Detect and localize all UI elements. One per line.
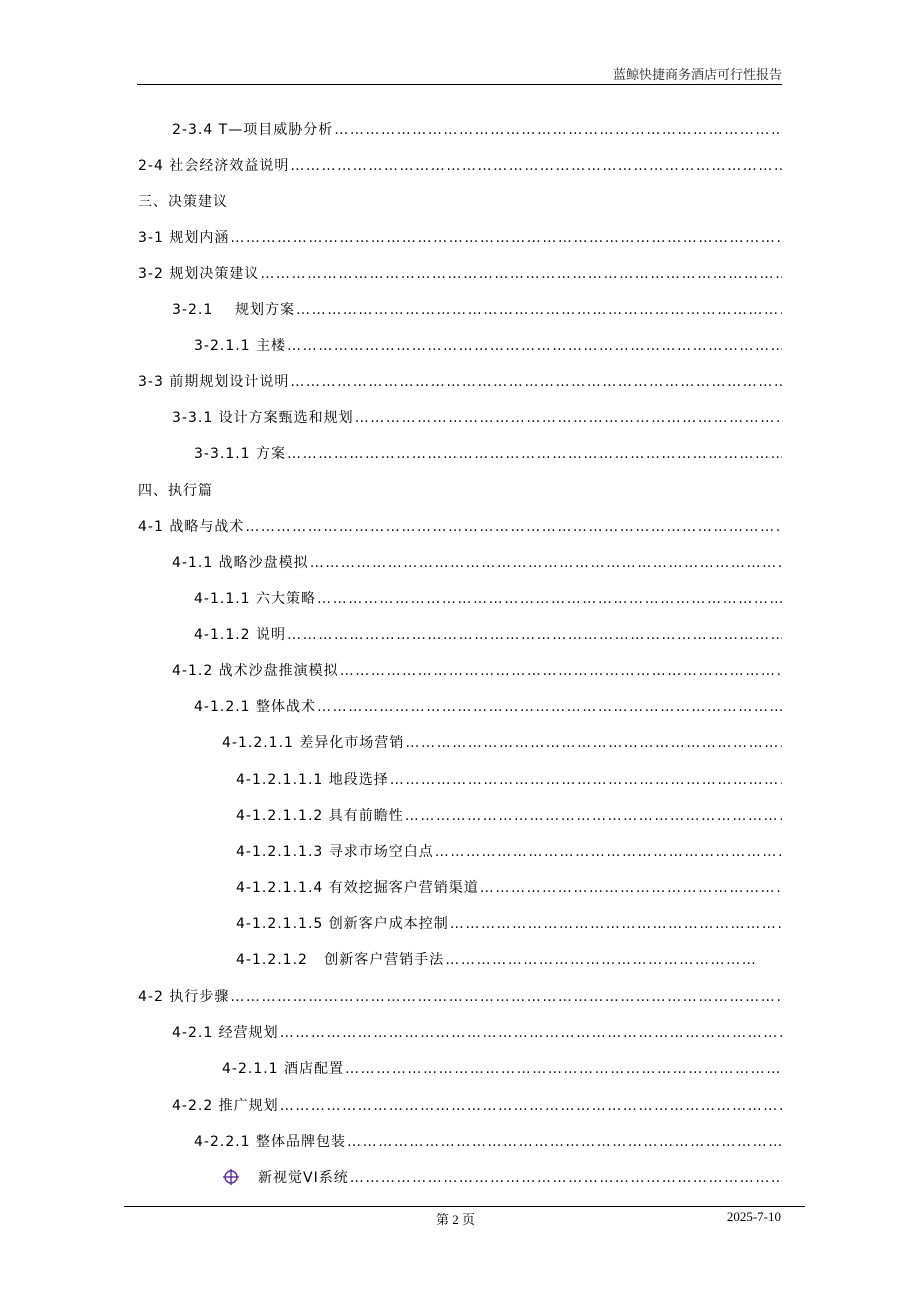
toc-entry-label: 3-3.1 设计方案甄选和规划: [172, 410, 354, 426]
toc-entry-label: 3-3.1.1 方案: [194, 446, 287, 462]
dot-leader: [260, 264, 782, 284]
toc-entry-2-3-4: [172, 120, 782, 140]
toc-entry-4-1-1-1: [194, 589, 782, 609]
dot-leader: [317, 697, 782, 717]
dot-leader: [317, 589, 782, 609]
toc-entry-4-1-2-1-1-4: [236, 878, 782, 898]
toc-entry-label: 4-1.2.1.1.3 寻求市场空白点: [236, 844, 434, 860]
dot-leader: [334, 120, 782, 140]
toc-section-heading-3: [138, 192, 782, 212]
toc-entry-label: 4-1.2.1.1.4 有效挖掘客户营销渠道: [236, 880, 479, 896]
toc-entry-label: 4-1.2.1.2 创新客户营销手法: [236, 952, 445, 968]
toc-entry-label: 3-3 前期规划设计说明: [138, 374, 290, 390]
dot-leader: [290, 372, 782, 392]
toc-entry-4-1-2-1-2: [236, 950, 756, 970]
toc-entry-4-1-1-2: [194, 625, 782, 645]
toc-entry-label: 4-2.1 经营规划: [172, 1025, 279, 1041]
footer-divider: [124, 1206, 805, 1207]
dot-leader: [390, 770, 782, 790]
toc-entry-4-1-1: [172, 553, 782, 573]
toc-entry-4-1-2-1-1-3: [236, 842, 782, 862]
dot-leader: [340, 661, 782, 681]
dot-leader: [280, 1096, 782, 1116]
toc-entry-3-3: [138, 372, 782, 392]
toc-entry-label: 4-1.1 战略沙盘模拟: [172, 555, 309, 571]
toc-section-heading-4: [138, 481, 782, 501]
toc-entry-label: 4-1 战略与战术: [138, 519, 245, 535]
document-header-title: 蓝鲸快捷商务酒店可行性报告: [612, 67, 782, 82]
dot-leader: [230, 228, 782, 248]
toc-entry-3-2-1-1: [194, 336, 782, 356]
dot-leader: [405, 806, 782, 826]
toc-entry-label: 3-2 规划决策建议: [138, 266, 260, 282]
toc-entry-4-1-2-1-1-1: [236, 770, 782, 790]
crosshair-bullet-icon: [222, 1168, 240, 1186]
toc-entry-2-4: [138, 156, 782, 176]
toc-entry-4-2-1: [172, 1023, 782, 1043]
toc-entry-label: 3-2.1.1 主楼: [194, 338, 287, 354]
toc-entry-label: 3-1 规划内涵: [138, 230, 230, 246]
toc-entry-4-2-1-1: [222, 1059, 782, 1079]
dot-leader: [355, 408, 782, 428]
dot-leader: [345, 1059, 782, 1079]
toc-entry-label: 4-1.2.1.1.5 创新客户成本控制: [236, 916, 449, 932]
toc-entry-4-1-2-1-1: [222, 733, 782, 753]
page-number: 第 2 页: [436, 1212, 476, 1227]
dot-leader: [350, 1168, 782, 1188]
toc-entry-4-2: [138, 987, 782, 1007]
dot-leader: [287, 625, 782, 645]
toc-entry-label: 2-4 社会经济效益说明: [138, 158, 290, 174]
toc-entry-label: 新视觉VI系统: [258, 1170, 349, 1186]
dot-leader: [405, 733, 782, 753]
dot-leader: [310, 553, 782, 573]
toc-entry-3-1: [138, 228, 782, 248]
toc-entry-label: 4-1.2.1.1 差异化市场营销: [222, 735, 405, 751]
dot-leader: [287, 336, 782, 356]
toc-entry-label: 四、执行篇: [138, 483, 213, 499]
toc-entry-3-3-1: [172, 408, 782, 428]
toc-entry-label: 4-1.2 战术沙盘推演模拟: [172, 663, 339, 679]
toc-entry-label: 4-1.1.2 说明: [194, 627, 287, 643]
dot-leader: [245, 517, 782, 537]
dot-leader: [280, 1023, 782, 1043]
toc-entry-label: 2-3.4 T—项目威胁分析: [172, 122, 334, 138]
dot-leader: [435, 842, 782, 862]
toc-entry-label: 4-2.1.1 酒店配置: [222, 1061, 345, 1077]
toc-entry-label: 4-1.2.1 整体战术: [194, 699, 317, 715]
toc-entry-4-2-2-1: [194, 1132, 782, 1152]
dot-leader: [347, 1132, 782, 1152]
dot-leader: [480, 878, 782, 898]
toc-entry-label: 三、决策建议: [138, 194, 228, 210]
dot-leader: [287, 444, 782, 464]
toc-entry-label: 4-1.2.1.1.1 地段选择: [236, 772, 389, 788]
dot-leader: [296, 300, 782, 320]
toc-entry-3-2-1: [172, 300, 782, 320]
toc-entry-label: 4-2.2 推广规划: [172, 1098, 279, 1114]
toc-entry-label: 4-1.1.1 六大策略: [194, 591, 317, 607]
toc-entry-4-1-2: [172, 661, 782, 681]
toc-entry-label: 4-2 执行步骤: [138, 989, 230, 1005]
toc-entry-4-1: [138, 517, 782, 537]
toc-entry-label: 4-1.2.1.1.2 具有前瞻性: [236, 808, 404, 824]
dot-leader: [450, 914, 782, 934]
toc-entry-4-2-2: [172, 1096, 782, 1116]
toc-entry-label: 3-2.1 规划方案: [172, 302, 296, 318]
toc-entry-3-2: [138, 264, 782, 284]
footer-date: 2025-7-10: [726, 1209, 781, 1224]
toc-entry-4-1-2-1-1-5: [236, 914, 782, 934]
toc-entry-label: 4-2.2.1 整体品牌包装: [194, 1134, 347, 1150]
dot-leader: [290, 156, 782, 176]
dot-leader: [445, 950, 756, 970]
toc-entry-3-3-1-1: [194, 444, 782, 464]
toc-entry-4-1-2-1: [194, 697, 782, 717]
toc-entry-new-vi-system: [258, 1168, 782, 1188]
toc-entry-4-1-2-1-1-2: [236, 806, 782, 826]
dot-leader: [230, 987, 782, 1007]
